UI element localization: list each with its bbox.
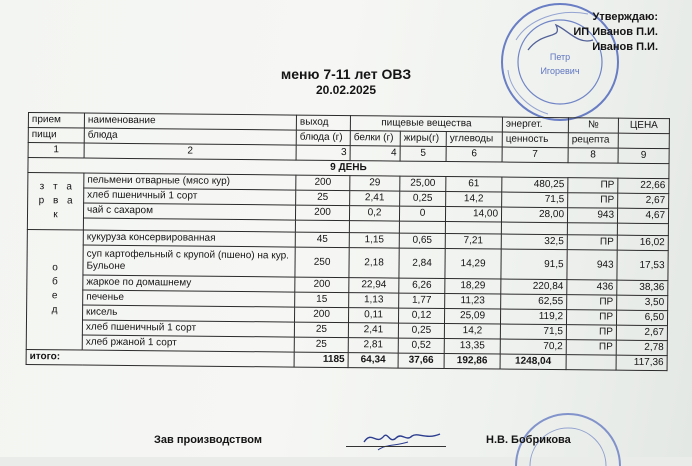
dish-yield: 200 xyxy=(294,307,348,323)
dish-name: хлеб пшеничный 1 сорт xyxy=(82,320,294,337)
dish-name: кисель xyxy=(83,305,295,322)
dish-fat: 1,77 xyxy=(399,293,445,308)
signature-line xyxy=(346,446,446,447)
dish-recipe: ПР xyxy=(566,325,616,340)
dish-yield: 25 xyxy=(296,190,350,206)
dish-recipe: ПР xyxy=(567,235,617,250)
dish-name: кукуруза консервированная xyxy=(83,230,295,247)
dish-name: жаркое по домашнему xyxy=(83,275,295,292)
lunch-letters: о б е д xyxy=(51,262,58,316)
head-meal-2: пищи xyxy=(28,128,84,144)
dish-fat: 0 xyxy=(399,206,445,221)
dish-protein: 2,41 xyxy=(350,191,400,206)
col-num: 4 xyxy=(350,146,400,161)
dish-carbs: 11,23 xyxy=(445,294,501,310)
dish-protein: 29 xyxy=(350,176,400,191)
dish-protein: 2,81 xyxy=(348,338,398,353)
col-num: 7 xyxy=(502,147,568,163)
meal-label-lunch xyxy=(26,229,83,350)
empty-cell xyxy=(349,221,399,233)
lower-seal-stamp xyxy=(498,396,622,466)
head-name: наименование xyxy=(84,113,296,130)
dish-recipe: ПР xyxy=(566,340,616,355)
dish-yield: 25 xyxy=(294,337,348,353)
head-name-2: блюда xyxy=(84,128,296,145)
dish-recipe: 943 xyxy=(567,208,617,223)
dish-fat: 0,25 xyxy=(400,191,446,206)
day-label: 9 ДЕНЬ xyxy=(28,158,669,179)
empty-cell xyxy=(617,223,668,235)
total-label: итого: xyxy=(26,349,294,367)
approval-line-1: Утверждаю: xyxy=(592,11,658,23)
total-recipe xyxy=(566,355,616,370)
col-num: 1 xyxy=(28,143,84,159)
dish-recipe: 943 xyxy=(567,250,617,280)
dish-protein: 2,41 xyxy=(348,323,398,338)
dish-energy: 220,84 xyxy=(501,279,567,295)
dish-protein: 0,11 xyxy=(348,308,398,323)
col-num: 3 xyxy=(296,145,350,161)
total-carbs: 192,86 xyxy=(444,354,500,370)
handwritten-signature xyxy=(356,424,446,454)
dish-price: 38,36 xyxy=(617,280,668,295)
head-number: № xyxy=(568,118,618,133)
dish-fat: 0,65 xyxy=(399,233,445,248)
head-protein: белки (г) xyxy=(350,131,400,146)
head-recipe: рецепта xyxy=(568,133,618,148)
col-num: 9 xyxy=(618,148,669,163)
dish-price: 2,67 xyxy=(616,325,667,340)
dish-fat: 0,52 xyxy=(398,338,444,353)
footer-position: Зав производством xyxy=(154,434,263,446)
dish-fat: 25,00 xyxy=(400,176,446,191)
dish-yield: 200 xyxy=(295,277,349,293)
dish-energy: 32,5 xyxy=(501,234,567,250)
head-energy: энергет. xyxy=(502,117,568,133)
head-energy-2: ценность xyxy=(502,132,568,148)
approval-line-3: Иванов П.И. xyxy=(592,41,658,53)
dish-yield: 200 xyxy=(296,175,350,191)
dish-carbs: 14,2 xyxy=(446,192,502,208)
head-carbs: углеводы xyxy=(446,132,502,148)
dish-fat: 6,26 xyxy=(399,278,445,293)
dish-energy: 28,00 xyxy=(501,207,567,223)
dish-price: 4,67 xyxy=(617,208,668,223)
dish-recipe: ПР xyxy=(567,295,617,310)
dish-yield: 250 xyxy=(295,247,349,278)
dish-name: пельмени отварные (мясо кур) xyxy=(84,173,296,190)
col-num: 5 xyxy=(400,146,446,161)
dish-recipe: ПР xyxy=(568,178,618,193)
dish-energy: 71,5 xyxy=(502,192,568,208)
dish-price: 17,53 xyxy=(617,250,668,280)
dish-protein: 1,15 xyxy=(349,233,399,248)
dish-protein: 1,13 xyxy=(349,293,399,308)
dish-name: суп картофельный с крупой (пшено) на кур. Бульоне xyxy=(83,245,295,277)
dish-price: 2,78 xyxy=(616,340,667,355)
dish-yield: 15 xyxy=(295,292,349,308)
dish-carbs: 61 xyxy=(446,177,502,193)
head-meal: прием xyxy=(28,113,84,129)
dish-yield: 25 xyxy=(294,322,348,338)
dish-carbs: 25,09 xyxy=(444,309,500,325)
dish-energy: 480,25 xyxy=(502,177,568,193)
dish-name: хлеб пшеничный 1 сорт xyxy=(84,188,296,205)
dish-protein: 22,94 xyxy=(349,278,399,293)
menu-date: 20.02.2025 xyxy=(315,83,377,97)
head-nutrients: пищевые вещества xyxy=(350,116,502,132)
dish-name: хлеб ржаной 1 сорт xyxy=(82,335,294,352)
dish-carbs: 18,29 xyxy=(445,279,501,295)
approval-line-2: ИП Иванов П.И. xyxy=(573,26,658,38)
col-num: 8 xyxy=(568,148,618,163)
empty-cell xyxy=(399,221,445,233)
dish-fat: 0,12 xyxy=(398,308,444,323)
empty-cell xyxy=(567,223,617,235)
dish-price: 22,66 xyxy=(618,178,669,193)
col-num: 6 xyxy=(446,147,502,163)
head-yield-2: блюда (г) xyxy=(296,130,350,146)
dish-recipe: ПР xyxy=(566,310,616,325)
dish-carbs: 13,35 xyxy=(444,339,500,355)
dish-carbs: 14,2 xyxy=(444,324,500,340)
total-yield: 1185 xyxy=(294,352,348,368)
dish-energy: 119,2 xyxy=(500,309,566,325)
dish-recipe: ПР xyxy=(568,193,618,208)
empty-cell xyxy=(295,220,349,233)
svg-text:Петр: Петр xyxy=(549,52,571,62)
total-fat: 37,66 xyxy=(398,353,444,368)
dish-energy: 70,2 xyxy=(500,339,566,355)
breakfast-letters: з т а р в а к xyxy=(38,181,73,221)
dish-yield: 45 xyxy=(295,232,349,248)
menu-table xyxy=(26,112,670,371)
footer-signatory: Н.В. Бобрикова xyxy=(486,434,571,446)
head-yield: выход xyxy=(296,115,350,131)
dish-yield: 200 xyxy=(295,205,349,221)
dish-price: 2,67 xyxy=(618,193,669,208)
head-price: ЦЕНА xyxy=(618,118,669,133)
menu-title: меню 7-11 лет ОВЗ xyxy=(280,66,412,82)
dish-energy: 91,5 xyxy=(501,249,567,280)
meal-label-breakfast xyxy=(27,173,84,231)
approval-block xyxy=(573,10,658,55)
dish-price: 3,50 xyxy=(617,295,668,310)
col-num: 2 xyxy=(84,143,296,160)
empty-cell xyxy=(445,222,501,235)
dish-fat: 2,84 xyxy=(399,248,445,278)
dish-carbs: 14,29 xyxy=(445,249,501,280)
dish-price: 16,02 xyxy=(617,235,668,250)
total-protein: 64,34 xyxy=(348,353,398,368)
empty-cell xyxy=(501,222,567,235)
dish-carbs: 7,21 xyxy=(445,234,501,250)
head-price-2 xyxy=(618,133,669,148)
dish-recipe: 436 xyxy=(567,280,617,295)
dish-price: 6,50 xyxy=(616,310,667,325)
total-price: 117,36 xyxy=(616,355,667,370)
total-energy: 1248,04 xyxy=(500,354,566,370)
dish-carbs: 14,00 xyxy=(445,207,501,223)
head-fat: жиры(г) xyxy=(400,131,446,146)
dish-energy: 71,5 xyxy=(500,324,566,340)
dish-protein: 2,18 xyxy=(349,248,399,278)
svg-text:Игоревич: Игоревич xyxy=(540,66,580,76)
dish-fat: 0,25 xyxy=(398,323,444,338)
dish-energy: 62,55 xyxy=(501,294,567,310)
dish-protein: 0,2 xyxy=(349,206,399,221)
dish-name: чай с сахаром xyxy=(83,203,295,220)
dish-name: печенье xyxy=(83,290,295,307)
